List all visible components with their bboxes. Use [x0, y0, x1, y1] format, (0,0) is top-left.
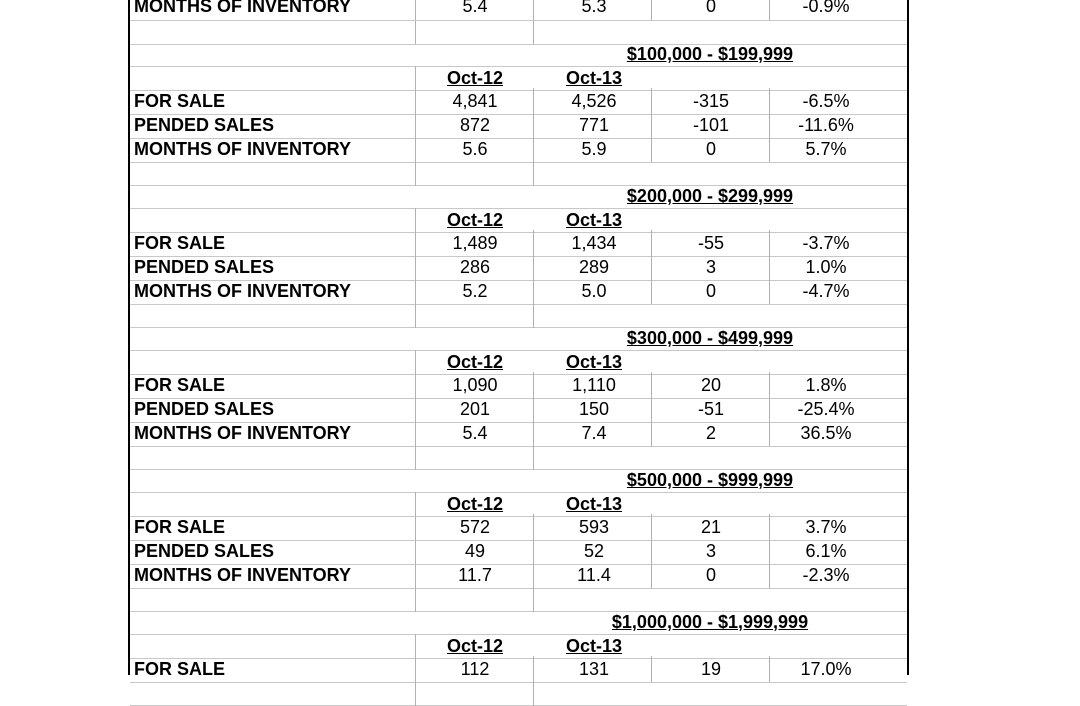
change-value: -55	[697, 233, 724, 253]
col-divider-4	[769, 0, 770, 20]
col-divider-1	[415, 634, 416, 706]
col-divider-3	[651, 656, 652, 682]
change-value: -101	[692, 115, 730, 135]
row-label: PENDED SALES	[134, 399, 275, 419]
oct12-value: 286	[459, 257, 491, 277]
col-divider-3	[651, 88, 652, 162]
col-divider-2	[533, 0, 534, 44]
percent-change-value: -11.6%	[798, 115, 854, 135]
col-divider-1	[415, 66, 416, 186]
col-divider-1	[415, 350, 416, 470]
col-divider-4	[769, 88, 770, 162]
oct13-header: Oct-13	[565, 494, 623, 514]
row-divider	[130, 20, 907, 21]
oct13-header: Oct-13	[565, 636, 623, 656]
row-divider	[130, 304, 907, 305]
percent-change-value: 3.7%	[805, 517, 847, 537]
row-label: FOR SALE	[134, 517, 226, 537]
row-divider	[130, 446, 907, 447]
row-divider	[130, 682, 907, 683]
col-divider-3	[651, 0, 652, 20]
oct13-header: Oct-13	[565, 352, 623, 372]
row-divider	[130, 162, 907, 163]
oct12-value: 4,841	[452, 91, 498, 111]
percent-change-value: 1.0%	[805, 257, 847, 277]
oct12-value: 112	[460, 659, 490, 679]
change-value: -315	[692, 91, 730, 111]
oct12-value: 1,090	[452, 375, 498, 395]
row-label: FOR SALE	[134, 91, 226, 111]
oct12-value: 572	[459, 517, 491, 537]
oct13-value: 5.3	[581, 0, 607, 16]
row-label: FOR SALE	[134, 659, 226, 679]
oct12-value: 872	[459, 115, 491, 135]
oct12-value: 201	[459, 399, 491, 419]
oct12-value: 1,489	[452, 233, 498, 253]
percent-change-value: 1.8%	[805, 375, 847, 395]
oct12-value: 5.4	[462, 0, 488, 16]
col-divider-2	[533, 88, 534, 186]
oct12-value: 5.6	[462, 139, 488, 159]
row-label: FOR SALE	[134, 375, 226, 395]
row-label: FOR SALE	[134, 233, 226, 253]
col-divider-4	[769, 230, 770, 304]
oct12-value: 5.4	[462, 423, 488, 443]
percent-change-value: 17.0%	[800, 659, 852, 679]
oct12-value: 5.2	[462, 281, 488, 301]
col-divider-3	[651, 372, 652, 446]
col-divider-4	[769, 656, 770, 682]
row-label: MONTHS OF INVENTORY	[134, 565, 352, 585]
oct13-value: 150	[578, 399, 610, 419]
col-divider-1	[415, 0, 416, 44]
oct12-header: Oct-12	[446, 636, 504, 656]
row-label: PENDED SALES	[134, 257, 275, 277]
oct13-value: 11.4	[577, 565, 611, 585]
row-label: PENDED SALES	[134, 115, 275, 135]
row-divider	[130, 588, 907, 589]
left-border	[128, 0, 130, 675]
oct13-header: Oct-13	[565, 68, 623, 88]
change-value: 20	[700, 375, 722, 395]
percent-change-value: -0.9%	[802, 0, 850, 16]
col-divider-4	[769, 372, 770, 446]
price-range-header: $100,000 - $199,999	[626, 44, 794, 64]
col-divider-2	[533, 656, 534, 706]
change-value: 21	[700, 517, 722, 537]
oct13-value: 7.4	[581, 423, 607, 443]
oct13-value: 5.9	[581, 139, 607, 159]
oct12-value: 49	[464, 541, 486, 561]
change-value: 3	[705, 541, 716, 561]
percent-change-value: 6.1%	[805, 541, 847, 561]
row-label: MONTHS OF INVENTORY	[134, 139, 352, 159]
price-range-header: $200,000 - $299,999	[626, 186, 794, 206]
change-value: 0	[705, 139, 716, 159]
price-range-header: $300,000 - $499,999	[626, 328, 794, 348]
oct13-value: 131	[578, 659, 610, 679]
col-divider-2	[533, 372, 534, 470]
oct12-header: Oct-12	[446, 68, 504, 88]
price-range-header: $500,000 - $999,999	[626, 470, 794, 490]
oct12-header: Oct-12	[446, 494, 504, 514]
right-border	[907, 0, 909, 675]
oct13-value: 5.0	[581, 281, 607, 301]
oct12-header: Oct-12	[446, 352, 504, 372]
oct13-header: Oct-13	[565, 210, 623, 230]
change-value: 0	[705, 281, 716, 301]
change-value: 19	[700, 659, 722, 679]
percent-change-value: 5.7%	[805, 139, 847, 159]
col-divider-2	[533, 514, 534, 612]
oct12-value: 11.7	[458, 565, 492, 585]
oct13-value: 1,434	[571, 233, 617, 253]
col-divider-2	[533, 230, 534, 328]
col-divider-3	[651, 230, 652, 304]
oct13-value: 4,526	[571, 91, 617, 111]
change-value: -51	[697, 399, 724, 419]
percent-change-value: -2.3%	[802, 565, 850, 585]
oct13-value: 1,110	[572, 375, 616, 395]
oct12-header: Oct-12	[446, 210, 504, 230]
percent-change-value: 36.5%	[800, 423, 852, 443]
col-divider-1	[415, 208, 416, 328]
oct13-value: 593	[578, 517, 610, 537]
change-value: 0	[705, 0, 716, 16]
percent-change-value: -25.4%	[797, 399, 855, 419]
change-value: 3	[705, 257, 716, 277]
percent-change-value: -4.7%	[802, 281, 850, 301]
col-divider-1	[415, 492, 416, 612]
oct13-value: 771	[578, 115, 610, 135]
col-divider-4	[769, 514, 770, 588]
change-value: 2	[705, 423, 716, 443]
row-label: MONTHS OF INVENTORY	[134, 281, 352, 301]
col-divider-3	[651, 514, 652, 588]
price-range-header: $1,000,000 - $1,999,999	[611, 612, 809, 632]
percent-change-value: -6.5%	[802, 91, 850, 111]
row-label: MONTHS OF INVENTORY	[134, 423, 352, 443]
percent-change-value: -3.7%	[802, 233, 850, 253]
row-label: PENDED SALES	[134, 541, 275, 561]
row-label: MONTHS OF INVENTORY	[134, 0, 352, 16]
oct13-value: 289	[578, 257, 610, 277]
change-value: 0	[705, 565, 716, 585]
oct13-value: 52	[583, 541, 605, 561]
